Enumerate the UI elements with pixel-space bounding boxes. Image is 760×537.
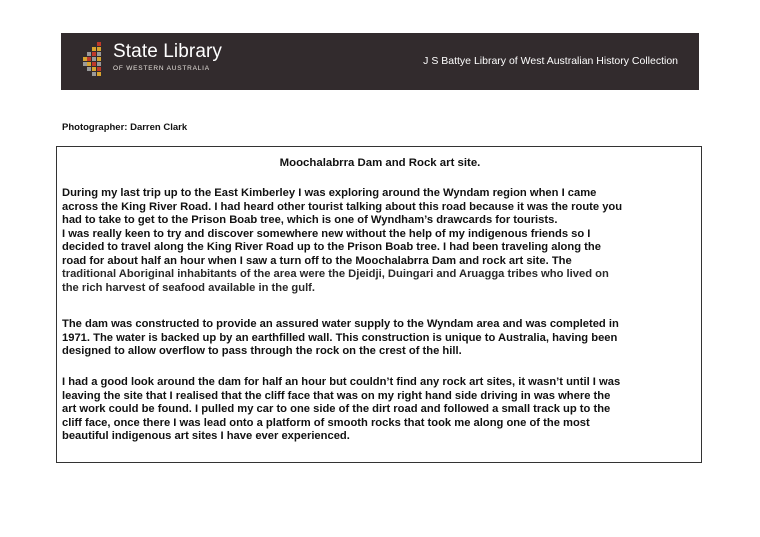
story-line: across the King River Road. I had heard other tourist talking about this road because it was the route you bbox=[62, 200, 623, 213]
story-line: I had a good look around the dam for half an hour but couldn’t find any rock art sites, it wasn’t until I was bbox=[62, 376, 621, 388]
story-line: decided to travel along the King River Road up to the Prison Boab tree. I had been traveling along the bbox=[62, 241, 601, 253]
story-line: cliff face, once there I was lead onto a platform of smooth rocks that took me along one of the most bbox=[62, 416, 590, 429]
story-title: Moochalabrra Dam and Rock art site. bbox=[279, 157, 481, 169]
story-line: traditional Aboriginal inhabitants of the area were the Djeidji, Duingari and Aruagga tribes who lived on bbox=[62, 268, 609, 280]
story-line: had to take to get to the Prison Boab tree, which is one of Wyndham’s drawcards for tourists. bbox=[62, 214, 558, 226]
logo-subtitle: OF WESTERN AUSTRALIA bbox=[113, 65, 210, 72]
story-line: During my last trip up to the East Kimberley I was exploring around the Wyndam region when I came bbox=[62, 187, 597, 199]
story-line: the rich harvest of seafood available in the gulf. bbox=[62, 281, 316, 294]
logo-name: State Library bbox=[113, 41, 223, 62]
story-paragraph-2 bbox=[62, 318, 702, 359]
header-banner bbox=[61, 33, 699, 90]
collection-title: J S Battye Library of West Australian History Collection bbox=[423, 55, 678, 67]
story-line: road for about half an hour when I saw a turn off to the Moochalabrra Dam and rock art site. The bbox=[62, 254, 572, 267]
story-paragraph-1 bbox=[62, 187, 702, 295]
story-paragraph-3 bbox=[62, 376, 702, 444]
story-line: The dam was constructed to provide an assured water supply to the Wyndam area and was completed in bbox=[62, 318, 619, 330]
story-line: art work could be found. I pulled my car to one side of the dirt road and followed a small track up to the bbox=[62, 403, 611, 415]
story-box bbox=[56, 146, 702, 463]
story-line: leaving the site that I realised that the cliff face that was on my right hand side driving in was where the bbox=[62, 389, 611, 402]
story-line: 1971. The water is backed up by an earthfilled wall. This construction is unique to Australia, having been bbox=[62, 331, 618, 344]
story-line: I was really keen to try and discover somewhere new without the help of my indigenous friends so I bbox=[62, 227, 591, 240]
story-line: beautiful indigenous art sites I have ever experienced. bbox=[62, 430, 350, 442]
state-library-logo-icon bbox=[83, 42, 103, 80]
story-line: designed to allow overflow to pass through the rock on the crest of the hill. bbox=[62, 345, 462, 357]
photographer-credit: Photographer: Darren Clark bbox=[62, 122, 188, 133]
